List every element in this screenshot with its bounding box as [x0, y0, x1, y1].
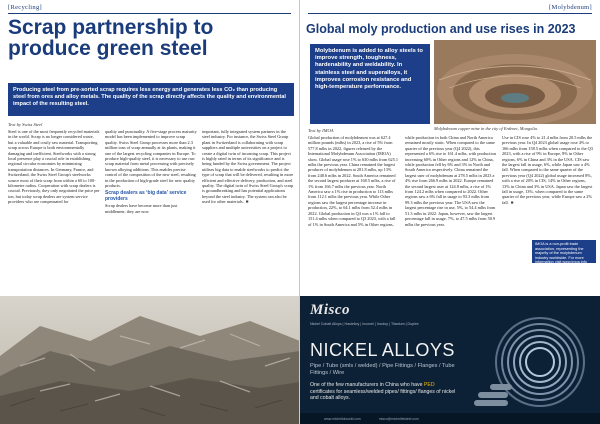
article-headline: Global moly production and use rises in 2023 — [306, 22, 576, 36]
body-paragraph: Global production of molybdenum was at 627.4 million pounds (mlbs) in 2023, a rise of 5% from 577.8 mlbs in 2022, figures released by the International Molybdenum Association (IMOA) show. Global usage rose 1% to 630 mlbs from 625.1 mlbs the previous year. China remained the largest producer of molybdenum at 281.8 mlbs, up 13% from 248.6 mlbs in 2022. South America remained the second largest producer at 168.5 mlbs, a rise of 1% from 166.7 mlbs the previous year. North America saw a 1% rise in production to 113 mlbs from 112.1 mlbs the previous year. While Other regions saw the largest percentage increase in production, 22%, to 64.1 mlbs from 52.4 mlbs in 2022. Global production in Q4 was a 1% fall to 151.4 mlbs when compared to Q3 2023, with a fall of 1% in South America and 5% in Other regions, — [308, 135, 399, 227]
body-paragraph: Scrap dealers have become more than just middlemen; they are now — [105, 203, 178, 214]
subheading: Scrap dealers as ‘big data’ service providers — [105, 190, 187, 203]
article-byline: Text by IMOA — [308, 128, 334, 133]
body-paragraph: important, fully integrated system partners in the steel industry. For instance, the Swiss Steel Group plant in Switzerland is collaborating with scrap suppliers and multiple universities on a project to create a digital twin of incoming scrap. This project is highly rated in terms of its significance and is being funded by the Swiss government. The project utilises big data to enable steelworks to predict the type of scrap that will be delivered, resulting in more efficient and effective delivery, production, and steel quality. The digital twin of Swiss Steel Group's scrap is groundbreaking and has potential applications beyond the steel industry. The system can also be used for other materials. ◾ — [202, 129, 294, 205]
ad-note — [310, 382, 460, 402]
misco-logo: Misco — [310, 302, 350, 318]
ad-product-list: Pipe / Tube (smls / welded) / Pipe Fittings / Flanges / Tube Fittings / Wire — [310, 363, 455, 376]
imoa-info-box: IMOA is a non-profit trade association, representing the majority of the molybdenum industry worldwide. For more information visit www.imoa.info — [532, 240, 596, 263]
nickel-alloys-advert — [300, 296, 600, 424]
article-byline: Text by Swiss Steel — [8, 122, 43, 127]
ad-email-link[interactable]: misco@michellelsteel.com — [378, 416, 419, 421]
header-rule — [8, 13, 291, 14]
article-body — [8, 129, 294, 293]
scrap-photo — [0, 296, 300, 424]
body-paragraph: while production in both China and North America remained mostly static. When compared to the same quarter of the previous year (Q4 2022), this represented a 6% rise to 161.4 mlbs, with production increasing 60% in Other regions and 12% in China, while production fell by 6% and 3% in North and South America respectively. China remained the largest user of molybdenum at 278.5 mlbs in 2023 a 4% rise from 266.9 mlbs in 2022. Europe remained the second largest user at 124.8 mlbs, a rise of 1% from 124.2 mlbs when compared to 2022. Other regions saw a 6% fall in usage to 93.3 mlbs from 99.3 mlbs the previous year. The USA saw the largest percentage rise in use, 5%, to 54.4 mlbs from 51.3 mlbs in 2022. Japan, however, saw the largest percentage fall in usage, 7%, to 47.5 mlbs from 50.9 mlbs the previous year. — [405, 135, 496, 227]
open-pit-mine-image — [434, 40, 596, 124]
ad-note-text: certificates for seamless/welded pipes/ fittings/ flanges of nickel and cobalt alloys. — [310, 388, 456, 402]
section-tag: [Molybdenum] — [549, 4, 592, 11]
body-paragraph: Steel is one of the most frequently recycled materials in the world. Scrap is no longer considered waste, but a valuable and costly raw material. Transporting scrap across Europe is both environmentally damaging and inefficient. Steelworks with a strong local presence play a crucial role in establishing regional circular economies by minimising transportation distances. In Germany, France, and Switzerland, the Swiss Steel Group's steelworks source most of their scrap from within a 60 to 100-kilometre radius. Cooperation with scrap dealers is crucial. Previously, they only negotiated the price per ton, but today scrap dealers are system service providers who are compensated for — [8, 129, 100, 205]
ad-headline: NICKEL ALLOYS — [310, 340, 455, 360]
scrap-pile-image — [0, 296, 300, 424]
photo-caption: Molybdenum copper mine in the city of Erdenet, Mongolia. — [434, 126, 538, 131]
right-page — [300, 0, 600, 424]
ad-footer — [300, 413, 600, 424]
body-column-3 — [202, 129, 294, 293]
body-column-3 — [502, 135, 594, 237]
ad-tagline: Nickel Cobalt Alloys | Hastelloy | Inconel | Incoloy | Titanium | Duplex — [310, 322, 419, 326]
body-column-1 — [308, 135, 400, 293]
header-rule — [308, 13, 592, 14]
article-body — [308, 135, 594, 293]
ad-note-text: One of the few manufacturers in China who have — [310, 382, 424, 388]
section-tag: [Recycling] — [8, 4, 42, 11]
body-column-1 — [8, 129, 100, 293]
body-paragraph: quality and punctuality. A five-stage process maturity model has been implemented to improve scrap quality. Swiss Steel Group processes more than 2.3 million tons of scrap annually at its plants, making it one of the largest recycling companies in Europe. To produce high-quality steel, it is necessary to use raw scrap material from metal processing with precisely known alloying additions. This enables precise control of the composition of the new steel, resulting in the production of high-grade steel for new quality products. — [105, 129, 197, 189]
body-column-2 — [105, 129, 197, 293]
body-paragraph: Use in CIS rose 4% to 21.4 mlbs from 20.5 mlbs the previous year. In Q4 2023 global usage rose 4% to 166 mlbs from 158.5 mlbs when compared to the Q3 2023, with a rise of 9% in Europe, 8% in Other regions, 6% in China and 3% in the USA. CIS saw the largest fall in usage, 6%, while Japan saw a 4% fall. When compared to the same quarter of the previous year (Q4 2022) global usage increased 8%, with a rise of 20% in CIS, 14% in Other regions, 13% in China and 3% in USA. Japan saw the largest fall in usage, 13%, when compared to the same quarter of the previous year, while Europe saw a 2% fall. ◾ — [502, 135, 593, 205]
article-headline: Scrap partnership to produce green steel — [8, 16, 214, 60]
ped-highlight: PED — [423, 382, 435, 388]
body-column-2 — [405, 135, 497, 293]
ad-website-link[interactable]: www.michellolworld.com — [324, 416, 361, 421]
callout-box: Molybdenum is added to alloy steels to improve strength, toughness, hardenability and weldability. In stainless steel and superalloys, it improves corrosion resistance and high-temperature performance. — [310, 44, 430, 124]
mine-photo — [434, 40, 596, 124]
article-standfirst: Producing steel from pre-sorted scrap requires less energy and generates less CO₂ than producing steel from ores and alloy metals. The quality of the scrap directly affects the quality and environmental impact of the resulting steel. — [8, 83, 294, 116]
